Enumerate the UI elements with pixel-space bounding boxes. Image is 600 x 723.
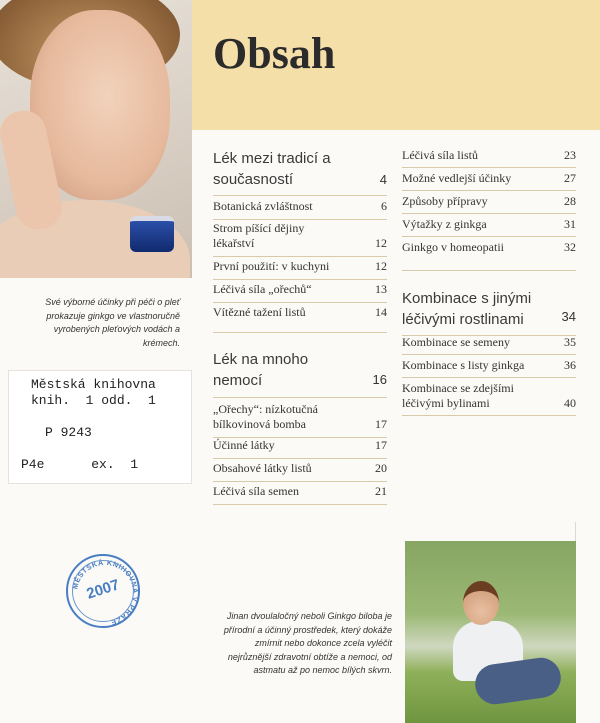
toc-entry — [213, 305, 387, 321]
cream-jar — [130, 216, 174, 252]
toc-entry — [213, 461, 387, 477]
toc-page-number: 12 — [375, 259, 387, 273]
toc-page-number: 28 — [564, 194, 576, 208]
toc-entry — [213, 199, 387, 215]
toc-section-heading — [402, 288, 576, 330]
toc-entry — [213, 259, 387, 275]
toc-divider — [402, 213, 576, 214]
toc-divider — [213, 256, 387, 257]
toc-divider — [213, 195, 387, 196]
toc-label: Strom píšící dějiny lékařství — [213, 221, 305, 250]
toc-divider — [402, 167, 576, 168]
toc-page-number: 35 — [564, 335, 576, 349]
toc-page-number: 31 — [564, 217, 576, 231]
toc-label: Obsahové látky listů — [213, 461, 312, 475]
toc-page-number: 27 — [564, 171, 576, 185]
toc-divider — [213, 504, 387, 505]
toc-entry — [402, 381, 576, 412]
toc-divider — [213, 332, 387, 333]
toc-page-number: 17 — [375, 438, 387, 452]
toc-label: Způsoby přípravy — [402, 194, 488, 208]
toc-label: Výtažky z ginkga — [402, 217, 487, 231]
toc-section-heading — [213, 148, 387, 190]
stamp-year: 2007 — [84, 576, 122, 603]
page-title: Obsah — [213, 29, 336, 78]
toc-entry — [213, 221, 387, 252]
toc-divider — [213, 302, 387, 303]
toc-divider — [402, 270, 576, 271]
toc-divider — [213, 481, 387, 482]
toc-page-number: 20 — [375, 461, 387, 475]
toc-label: Léčivá síla semen — [213, 484, 299, 498]
toc-divider — [213, 279, 387, 280]
toc-entry — [402, 358, 576, 374]
toc-divider — [402, 236, 576, 237]
toc-divider — [402, 415, 576, 416]
toc-page-number: 23 — [564, 148, 576, 162]
library-label-line: Městská knihovna — [31, 377, 156, 392]
toc-label: Kombinace s jinými léčivými rostlinami — [402, 290, 532, 328]
toc-label: Účinné látky — [213, 438, 275, 452]
toc-divider — [402, 354, 576, 355]
library-label-line: knih. 1 odd. 1 — [31, 393, 156, 408]
toc-label: Vítězné tažení listů — [213, 305, 306, 319]
toc-page-number: 16 — [372, 372, 387, 387]
library-label-line: P4e ex. 1 — [21, 457, 139, 472]
toc-page-number: 6 — [381, 199, 387, 213]
toc-label: Kombinace s listy ginkga — [402, 358, 525, 372]
stamp-text: MĚSTSKÁ KNIHOVNA V PRAZE — [70, 557, 141, 628]
toc-page-number: 17 — [375, 417, 387, 431]
top-photo-caption: Své výborné účinky při péči o pleť prokazuje ginkgo ve vlastnoručně vyrobených pleťových vodách a krémech. — [45, 297, 180, 348]
toc-label: Kombinace se semeny — [402, 335, 510, 349]
toc-divider — [213, 397, 387, 398]
toc-label: První použití: v kuchyni — [213, 259, 330, 273]
toc-page-number: 40 — [564, 396, 576, 410]
toc-page-number: 34 — [561, 309, 576, 324]
toc-page-number: 12 — [375, 236, 387, 250]
woman-applying-cream-photo — [0, 0, 192, 278]
toc-entry — [402, 194, 576, 210]
toc-entry — [402, 240, 576, 256]
toc-label: Lék mezi tradicí a současností — [213, 150, 331, 188]
toc-page-number: 4 — [379, 172, 387, 187]
toc-label: Botanická zvláštnost — [213, 199, 313, 213]
toc-entry — [213, 484, 387, 500]
toc-entry — [402, 335, 576, 351]
toc-label: Léčivá síla „ořechů“ — [213, 282, 312, 296]
toc-page-number: 36 — [564, 358, 576, 372]
toc-label: „Ořechy“: nízkotučná bílkovinová bomba — [213, 402, 318, 431]
toc-label: Možné vedlejší účinky — [402, 171, 512, 185]
toc-page-number: 32 — [564, 240, 576, 254]
toc-label: Ginkgo v homeopatii — [402, 240, 504, 254]
toc-divider — [402, 377, 576, 378]
toc-entry — [402, 217, 576, 233]
library-label-line: P 9243 — [45, 425, 92, 440]
toc-page-number: 14 — [375, 305, 387, 319]
woman-sitting-on-grass-photo — [405, 541, 576, 723]
toc-divider — [213, 458, 387, 459]
bottom-photo-caption: Jinan dvoulaločný neboli Ginkgo biloba je přírodní a účinný prostředek, který dokáže zmírnit nebo dokonce zcela vyléčit nejrůznější zdravotní obtíže a nemoci, od astmatu až po nemoc bílých skvrn. — [223, 611, 392, 675]
library-label — [8, 370, 192, 484]
toc-label: Lék na mnoho nemocí — [213, 351, 309, 389]
toc-page-number: 21 — [375, 484, 387, 498]
toc-divider — [213, 219, 387, 220]
toc-entry — [213, 402, 387, 433]
library-stamp — [66, 554, 140, 628]
toc-divider — [402, 190, 576, 191]
toc-page-number: 13 — [375, 282, 387, 296]
toc-section-heading — [213, 349, 387, 391]
toc-entry — [402, 171, 576, 187]
toc-label: Léčivá síla listů — [402, 148, 478, 162]
toc-entry — [213, 282, 387, 298]
toc-label: Kombinace se zdejšími léčivými bylinami — [402, 381, 514, 410]
toc-entry — [402, 148, 576, 164]
toc-entry — [213, 438, 387, 454]
